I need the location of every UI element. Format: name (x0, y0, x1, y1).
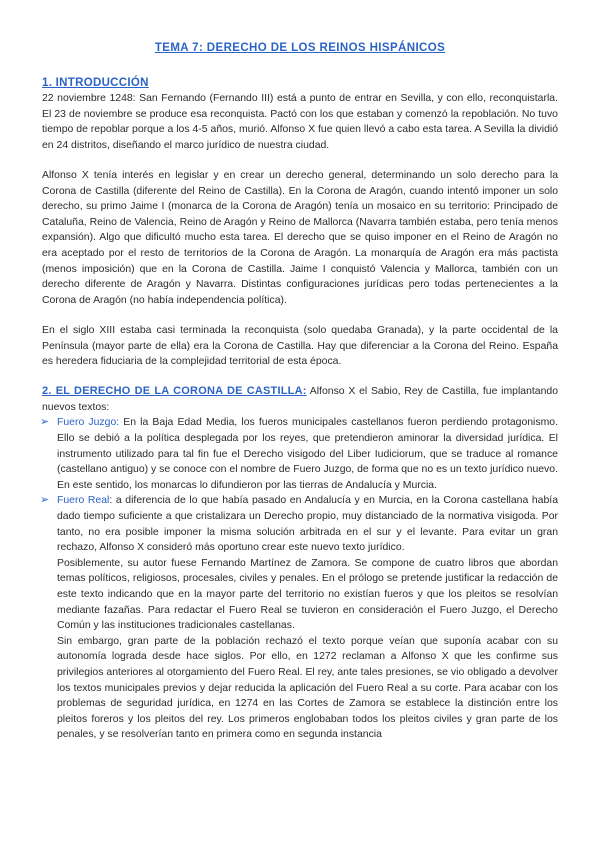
document-title: TEMA 7: DERECHO DE LOS REINOS HISPÁNICOS (154, 42, 446, 54)
fuero-real-text: : a diferencia de lo que había pasado en Andalucía y en Murcia, en la Corona castellana había dado tiempo suficiente a que cristalizara un Derecho propio, muy distanciado de la normativa visigoda. Por tanto, no era posible imponer la misma solución arbitrada en el sur y el levante. Para evitar un gran rechazo, Alfonso X consideró más oportuno crear este nuevo texto jurídico. (57, 495, 558, 554)
paragraph-gap (42, 308, 558, 323)
bullet-fuero-real (42, 493, 558, 555)
arrow-bullet-icon: ➢ (40, 494, 50, 507)
bullet-fuero-juzgo (42, 415, 558, 493)
paragraph-gap (42, 370, 558, 385)
fuero-juzgo-text: En la Baja Edad Media, los fueros municipales castellanos fueron perdiendo protagonismo. Ello se debió a la política desplegada por los reyes, que pretendieron aminorar la diversidad jurídica. El instrumento utilizado para tal fin fue el Derecho visigodo del Liber Iudiciorum, que se traduce al romance (castellano antiguo) y se conoce con el nombre de Fuero Juzgo, de forma que no es un texto jurídico nuevo. En este sentido, los monarcas lo difundieron por las tierras de Andalucía y Murcia. (57, 417, 558, 491)
intro-paragraph-2: Alfonso X tenía interés en legislar y en crear un derecho general, determinando un solo derecho para la Corona de Castilla (diferente del Reino de Castilla). En la Corona de Aragón, cuando intentó imponer un solo derecho, su primo Jaime I (monarca de la Corona de Aragón) tenía un mosaico en su territorio: Principado de Cataluña, Reino de Valencia, Reino de Aragón y Reino de Mallorca (Navarra también estaba, pero tenía menos expansión). Algo que dificultó mucho esta tarea. El derecho que se quiso imponer en el Reino de Aragón no era aceptado por el resto de territorios de la Corona de Aragón. La monarquía de Aragón era más pactista (menos imposición) que en la Corona de Castilla. Jaime I conquistó Valencia y Mallorca, también con un derecho diferente de Aragón y Navarra. Distintas configuraciones jurídicas pero todas pertenecientes a la Corona de Aragón (no había independencia política). (42, 169, 558, 306)
section-heading-derecho-castilla: 2. EL DERECHO DE LA CORONA DE CASTILLA: (42, 385, 307, 398)
section-2-intro (42, 384, 558, 415)
section-2-intro-text: Alfonso X el Sabio, Rey de Castilla, fue implantando nuevos textos: (42, 386, 559, 413)
section-heading-introduccion: 1. INTRODUCCIÓN (42, 77, 149, 89)
paragraph-gap (42, 153, 558, 168)
arrow-bullet-icon: ➢ (40, 416, 50, 429)
fuero-real-term: Fuero Real (57, 495, 110, 507)
intro-paragraph-3: En el siglo XIII estaba casi terminada la reconquista (solo quedaba Granada), y la parte occidental de la Península (mayor parte de ella) era la Corona de Castilla. Hay que diferenciar a la Corona del Reino. España es heredera fiduciaria de la complejidad territorial de esta época. (42, 324, 558, 368)
intro-paragraph-1: 22 noviembre 1248: San Fernando (Fernando III) está a punto de entrar en Sevilla, y con ello, reconquistarla. El 23 de noviembre se produce esa reconquista. Pactó con los que estaban y comenzó la repoblación. No tuvo tiempo de repoblar porque a los 4-5 años, murió. Alfonso X fue quien llevó a cabo esta tarea. A Sevilla la dividió en 24 distritos, diseñando el marco jurídico de nuestra ciudad. (42, 93, 558, 151)
fuero-juzgo-term: Fuero Juzgo: (57, 417, 120, 429)
fuero-real-paragraph-1: Posiblemente, su autor fuese Fernando Martínez de Zamora. Se compone de cuatro libros que abordan temas políticos, religiosos, procesales, civiles y penales. En el prólogo se pretende justificar la redacción de este texto indicando que en la mayor parte del territorio no existían fueros y que los pleitos se resolvían mediante fazañas. Para redactar el Fuero Real se tuvieron en consideración el Fuero Juzgo, el Derecho Común y las instituciones tradicionales castellanas. (57, 557, 558, 632)
fuero-real-paragraph-2: Sin embargo, gran parte de la población rechazó el texto porque veían que suponía acabar con su autonomía lograda desde hace siglos. Por ello, en 1272 reclaman a Alfonso X que les confirme sus privilegios anteriores al otorgamiento del Fuero Real. El rey, ante tales presiones, se vio obligado a devolver los textos municipales previos y dejar reducida la aplicación del Fuero Real a su corte. Para acabar con los problemas de seguridad jurídica, en 1274 en las Cortes de Zamora se establece la distinción entre los pleitos foreros y los pleitos del rey. Los primeros englobaban todos los pleitos civiles y gran parte de los penales, y se resolverían tanto en primera como en segunda instancia (57, 635, 558, 741)
